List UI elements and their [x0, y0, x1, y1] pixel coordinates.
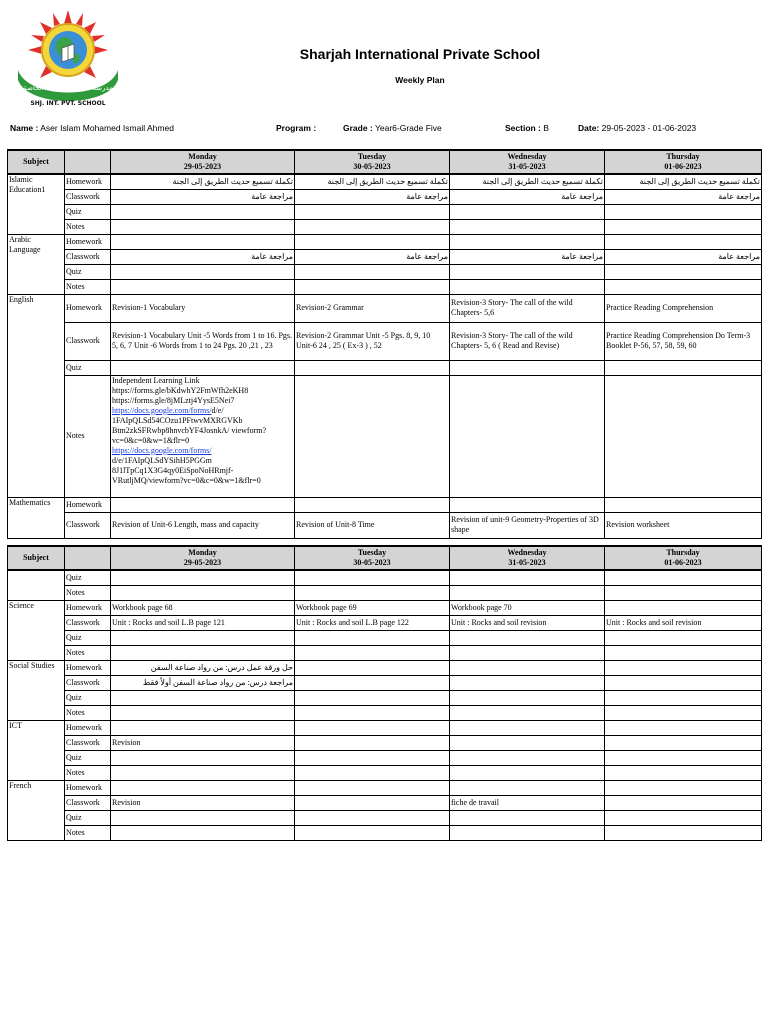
row-type: Quiz: [65, 750, 111, 765]
table-row: [8, 279, 762, 294]
table-row: [8, 294, 762, 322]
plan-cell: تكملة تسميع حديث الطريق إلى الجنة: [605, 174, 762, 189]
day-header: Monday 29-05-2023: [111, 150, 295, 174]
table-row: [8, 765, 762, 780]
table-row: [8, 375, 762, 497]
day-header: Monday 29-05-2023: [111, 546, 295, 570]
plan-cell: مراجعة عامة: [605, 249, 762, 264]
table-row: [8, 264, 762, 279]
plan-cell: [605, 600, 762, 615]
row-type: Quiz: [65, 204, 111, 219]
plan-cell: Revision worksheet: [605, 512, 762, 538]
table-row: [8, 360, 762, 375]
plan-cell: Workbook page 69: [295, 600, 450, 615]
row-type: Homework: [65, 497, 111, 512]
plan-cell: Revision-1 Vocabulary Unit -5 Words from 1 to 16. Pgs. 5, 6, 7 Unit -6 Words from 1 to 24 Pgs. 20 ,21 , 23: [111, 322, 295, 360]
student-name: Name : Aser Islam Mohamed Ismail Ahmed: [10, 123, 174, 133]
subject-cell: Social Studies: [8, 660, 65, 720]
row-type: Quiz: [65, 690, 111, 705]
row-type: Homework: [65, 600, 111, 615]
row-type: Notes: [65, 585, 111, 600]
weekly-plan-table-1: [7, 149, 762, 539]
row-type: Homework: [65, 720, 111, 735]
subject-cell: Mathematics: [8, 497, 65, 538]
plan-cell: Practice Reading Comprehension: [605, 294, 762, 322]
row-type: Quiz: [65, 570, 111, 585]
plan-cell: تكملة تسميع حديث الطريق إلى الجنة: [450, 174, 605, 189]
table-row: [8, 630, 762, 645]
day-header: Thursday 01-06-2023: [605, 546, 762, 570]
plan-cell: fiche de travail: [450, 795, 605, 810]
subject-cell: English: [8, 294, 65, 497]
table-row: [8, 219, 762, 234]
table-row: [8, 204, 762, 219]
day-header: Wednesday 31-05-2023: [450, 546, 605, 570]
table-header-row: [8, 546, 762, 570]
program-field: Program :: [276, 123, 317, 133]
grade-field: Grade : Year6-Grade Five: [343, 123, 442, 133]
plan-cell: Revision-2 Grammar: [295, 294, 450, 322]
plan-cell: Revision of Unit-8 Time: [295, 512, 450, 538]
row-type: Notes: [65, 825, 111, 840]
table-row: [8, 174, 762, 189]
subject-header: Subject: [8, 546, 65, 570]
school-name: Sharjah International Private School: [299, 46, 541, 62]
subject-cell: Arabic Language: [8, 234, 65, 294]
table-row: [8, 705, 762, 720]
row-type: Homework: [65, 294, 111, 322]
plan-cell: Unit : Rocks and soil revision: [450, 615, 605, 630]
row-type: Classwork: [65, 512, 111, 538]
plan-cell: مراجعة عامة: [295, 249, 450, 264]
subject-header: Subject: [8, 150, 65, 174]
plan-cell: مراجعة درس: من رواد صناعة السفن أولاً فقط: [111, 675, 295, 690]
plan-cell: Revision-1 Vocabulary: [111, 294, 295, 322]
plan-cell: مراجعة عامة: [111, 189, 295, 204]
plan-cell: حل ورقة عمل درس: من رواد صناعة السفن: [111, 660, 295, 675]
weekly-plan-table-2: [7, 545, 762, 841]
table-row: [8, 720, 762, 735]
plan-cell: تكملة تسميع حديث الطريق إلى الجنة: [295, 174, 450, 189]
row-type: Notes: [65, 279, 111, 294]
section-field: Section : B: [505, 123, 549, 133]
row-type: Notes: [65, 645, 111, 660]
plan-cell: Revision: [111, 795, 295, 810]
row-type: Quiz: [65, 810, 111, 825]
subject-cell: French: [8, 780, 65, 840]
table-row: [8, 570, 762, 585]
row-type: Classwork: [65, 735, 111, 750]
table-row: [8, 497, 762, 512]
plan-cell: مراجعة عامة: [450, 249, 605, 264]
table-row: [8, 322, 762, 360]
plan-cell: Practice Reading Comprehension Do Term-3 Booklet P-56, 57, 58, 59, 60: [605, 322, 762, 360]
table-row: [8, 189, 762, 204]
row-type: Homework: [65, 660, 111, 675]
day-header: Tuesday 30-05-2023: [295, 150, 450, 174]
row-type: Notes: [65, 705, 111, 720]
plan-cell: Revision-2 Grammar Unit -5 Pgs. 8, 9, 10 Unit-6 24 , 25 ( Ex-3 ) , 52: [295, 322, 450, 360]
page-subtitle: Weekly Plan: [395, 75, 445, 85]
day-header: Tuesday 30-05-2023: [295, 546, 450, 570]
table-row: [8, 585, 762, 600]
plan-cell: Revision-3 Story- The call of the wild Chapters- 5,6: [450, 294, 605, 322]
plan-cell: Unit : Rocks and soil L.B page 122: [295, 615, 450, 630]
table-row: [8, 735, 762, 750]
forms-link[interactable]: https://forms.gle/bKdwhY2FmWfh2eKH8: [112, 385, 249, 395]
row-type: Homework: [65, 174, 111, 189]
plan-cell: مراجعة عامة: [111, 249, 295, 264]
table-row: [8, 615, 762, 630]
row-type: Homework: [65, 234, 111, 249]
day-header: Thursday 01-06-2023: [605, 150, 762, 174]
plan-cell: Workbook page 70: [450, 600, 605, 615]
row-type: Classwork: [65, 795, 111, 810]
subject-cell: Science: [8, 600, 65, 660]
plan-cell: Revision: [111, 735, 295, 750]
docs-link[interactable]: https://docs.google.com/forms/: [112, 405, 212, 415]
table-header-row: [8, 150, 762, 174]
table-row: [8, 795, 762, 810]
subject-cell: Islamic Education1: [8, 174, 65, 234]
independent-learning-notes: Independent Learning Link https://forms.gle/bKdwhY2FmWfh2eKH8 https://forms.gle/8jMLztj4YysE5Nei7 https://docs.google.com/forms/d/e/ 1FAIpQLSd54COzu1PFtwvMXRGVKb Btm2zkSFRwbp8hnvcbYF4JosnkA/ viewform? vc=0&c=0&w=1&flr=0 https://docs.google.com/forms/ d/e/1FAIpQLSdYSihH5PGGm 8J1lTpCq1X3G4qy0EiSpoNoHRmjf- VRutljMQ/viewform?vc=0&c=0&w=1&flr=0: [111, 375, 295, 497]
plan-cell: مراجعة عامة: [295, 189, 450, 204]
plan-cell: Revision-3 Story- The call of the wild Chapters- 5, 6 ( Read and Revise): [450, 322, 605, 360]
row-type: Quiz: [65, 264, 111, 279]
table-row: [8, 690, 762, 705]
row-type: Notes: [65, 765, 111, 780]
table-row: [8, 825, 762, 840]
table-row: [8, 810, 762, 825]
row-type: Classwork: [65, 615, 111, 630]
row-type: Homework: [65, 780, 111, 795]
plan-cell: Unit : Rocks and soil L.B page 121: [111, 615, 295, 630]
subject-cell: ICT: [8, 720, 65, 780]
plan-cell: Revision of Unit-6 Length, mass and capacity: [111, 512, 295, 538]
table-row: [8, 675, 762, 690]
table-row: [8, 780, 762, 795]
row-type: Notes: [65, 375, 111, 497]
docs-link[interactable]: https://docs.google.com/forms/: [112, 445, 212, 455]
table-row: [8, 249, 762, 264]
logo-arabic-text: مدرسة الشارقة الدولية الخاصة: [23, 84, 113, 92]
row-type: Classwork: [65, 322, 111, 360]
table-row: [8, 234, 762, 249]
plan-cell: Unit : Rocks and soil revision: [605, 615, 762, 630]
table-row: [8, 750, 762, 765]
logo-english-text: SHJ. INT. PVT. SCHOOL: [30, 100, 106, 107]
forms-link[interactable]: https://forms.gle/8jMLztj4YysE5Nei7: [112, 395, 235, 405]
table-row: [8, 512, 762, 538]
day-header: Wednesday 31-05-2023: [450, 150, 605, 174]
plan-cell: مراجعة عامة: [605, 189, 762, 204]
row-type: Quiz: [65, 630, 111, 645]
row-type: Classwork: [65, 675, 111, 690]
table-row: [8, 600, 762, 615]
plan-cell: Workbook page 68: [111, 600, 295, 615]
table-row: [8, 660, 762, 675]
row-type: Classwork: [65, 189, 111, 204]
table-row: [8, 645, 762, 660]
date-field: Date: 29-05-2023 - 01-06-2023: [578, 123, 697, 133]
plan-cell: مراجعة عامة: [450, 189, 605, 204]
plan-cell: تكملة تسميع حديث الطريق إلى الجنة: [111, 174, 295, 189]
row-type: Notes: [65, 219, 111, 234]
plan-cell: Revision of unit-9 Geometry-Properties of 3D shape: [450, 512, 605, 538]
row-type: Classwork: [65, 249, 111, 264]
row-type: Quiz: [65, 360, 111, 375]
